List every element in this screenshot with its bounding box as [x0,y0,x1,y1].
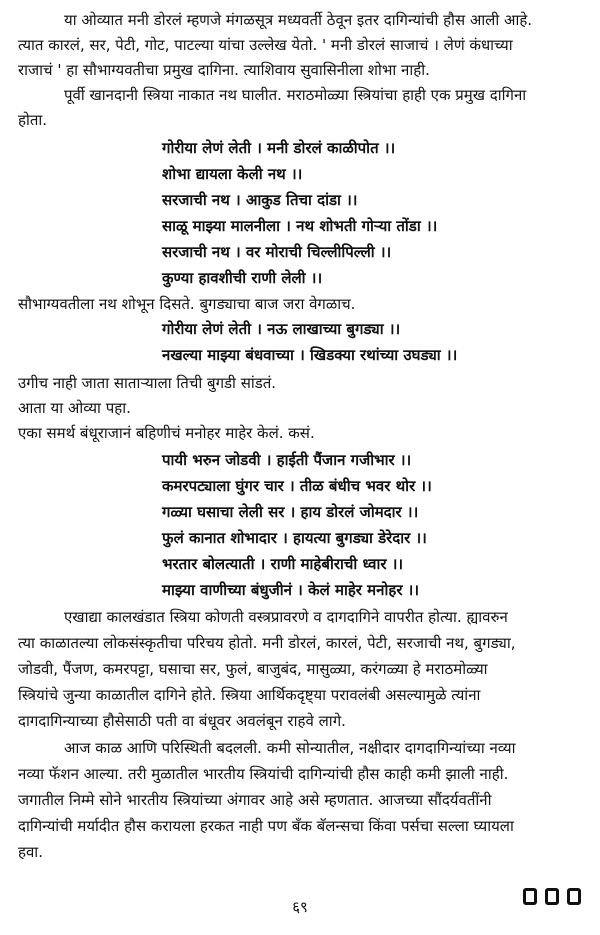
page-number: ६९ [292,898,308,916]
text-line: या ओव्यात मनी डोरलं म्हणजे मंगळसूत्र मध्यवर्ती ठेवून इतर दागिन्यांची हौस आली आहे. [64,11,533,29]
text-line: नव्या फॅशन आल्या. तरी मुळातील भारतीय स्त्रियांची दागिन्यांची हौस काही कमी झाली नाही. [18,765,509,783]
verse-line: साळू माझ्या मालनीला । नथ शोभती गोऱ्या तोंडा ।। [162,217,438,235]
verse-line: कमरपट्याला घुंगर चार । तीळ बंधीच भवर थोर ।। [162,477,432,495]
verse-line: पायी भरुन जोडवी । हाईती पैंजान गजीभार ।। [162,451,412,469]
verse-line: गोरीया लेणं लेती । नऊ लाखाच्या बुगड्या ।। [162,320,401,338]
text-line: जगातील निम्मे सोने भारतीय स्त्रियांच्या अंगावर आहे असे म्हणतात. आजच्या सौंदर्यवतींनी [18,791,492,809]
verse-line: गोरीया लेणं लेती । मनी डोरलं काळीपोत ।। [162,139,396,157]
text-line: त्यात कारलं, सर, पेटी, गोट, पाटल्या यांचा उल्लेख येतो. ' मनी डोरलं साजाचं । लेणं कंधाच्या [18,36,513,54]
verse-line: सरजाची नथ । वर मोराची चिल्लीपिल्ली ।। [162,243,392,261]
text-line: उगीच नाही जाता साताऱ्याला तिची बुगडी सांडतं. [18,374,277,392]
verse-line: फुलं कानात शोभादार । हायत्या बुगड्या डेरेदार ।। [162,529,427,547]
verse-line: नखल्या माझ्या बंधवाच्या । खिडक्या रथांच्या उघड्या ।। [162,346,458,364]
text-line: दागिन्यांची मर्यादीत हौस करायला हरकत नाही पण बँक बॅलन्सचा किंवा पर्सचा सल्ला घ्यायला [18,817,514,835]
verse-line: शोभा द्यायला केली नथ ।। [162,165,303,183]
text-line: होता. [18,111,48,129]
text-line: राजाचं ' हा सौभाग्यवतीचा प्रमुख दागिना. त्याशिवाय सुवासिनीला शोभा नाही. [18,61,430,79]
verse-line: माझ्या वाणीच्या बंधुजीनं । केलं माहेर मनोहर ।। [162,581,420,599]
verse-line: कुण्या हावशीची राणी लेली ।। [162,269,323,287]
text-line: एखाद्या कालखंडात स्त्रिया कोणती वस्त्रप्रावरणे व दागदागिने वापरीत होत्या. ह्यावरुन [64,608,508,626]
text-line: पूर्वी खानदानी स्त्रिया नाकात नथ घालीत. मराठमोळ्या स्त्रियांचा हाही एक प्रमुख दागिना [64,86,527,104]
text-line: स्त्रियांचे जुन्या काळातील दागिने होते. स्त्रिया आर्थिकदृष्ट्या परावलंबी असल्यामुळे त्यांना [18,686,481,704]
text-line: त्या काळातल्या लोकसंस्कृतीचा परिचय होतो. मनी डोरलं, कारलं, पेटी, सरजाची नथ, बुगड्या, [18,634,516,652]
text-line: हवा. [18,843,43,861]
text-line: आता या ओव्या पहा. [18,399,131,417]
text-line: दागदागिन्याच्या हौसेसाठी पती वा बंधूवर अवलंबून राहवे लागे. [18,712,346,730]
verse-line: सरजाची नथ । आकुड तिचा दांडा ।। [162,191,358,209]
text-line: सौभाग्यवतीला नथ शोभून दिसते. बुगड्याचा बाज जरा वेगळाच. [18,295,356,313]
text-line: एका समर्थ बंधूराजानं बहिणीचं मनोहर माहेर केलं. कसं. [18,424,315,442]
text-line: जोडवी, पैंजण, कमरपट्टा, घसाचा सर, फुलं, बाजुबंद, मासुळ्या, करंगळ्या हे मराठमोळ्या [18,660,488,678]
text-line: आज काळ आणि परिस्थिती बदलली. कमी सोन्यातील, नक्षीदार दागदागिन्यांच्या नव्या [64,739,516,757]
verse-line: भरतार बोलत्याती । राणी माहेबीराची ध्वार ।। [162,555,404,573]
verse-line: गळ्या घसाचा लेली सर । हाय डोरलं जोमदार ।। [162,503,419,521]
